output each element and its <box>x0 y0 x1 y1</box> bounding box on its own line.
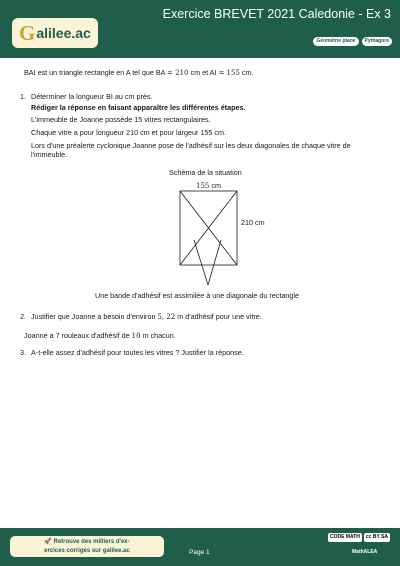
promo-box[interactable] <box>10 536 164 557</box>
pointer-arrow-left <box>194 240 208 285</box>
figure-height-label: 210 cm <box>241 218 265 227</box>
figure-caption: Une bande d'adhésif est assimilée à une diagonale du rectangle <box>95 291 299 300</box>
rolls-value: 10 <box>131 332 141 340</box>
q1-number: 1. <box>20 92 26 101</box>
logo-text: alilee.ac <box>36 25 91 41</box>
q2-text <box>31 312 262 322</box>
q2-number: 2. <box>20 312 26 321</box>
license-badges <box>328 533 390 542</box>
q1-text: Déterminer la longueur BI au cm près. <box>31 92 153 101</box>
rolls-before: Joanne a 7 rouleaux d'adhésif de <box>24 331 132 340</box>
logo-mark: G <box>19 20 36 45</box>
intro-after: cm. <box>239 68 254 77</box>
q3-text: A-t-elle assez d'adhésif pour toutes les vitres ? Justifier la réponse. <box>31 348 244 357</box>
rolls-statement <box>24 331 176 341</box>
coopmaths-badge: CODE MATH <box>330 534 360 540</box>
rolls-after: m chacun. <box>140 331 176 340</box>
mathalea-brand: MathALEA <box>352 549 378 555</box>
q1-instruction: Rédiger la réponse en faisant apparaître les différentes étapes. <box>31 103 246 112</box>
intro-ba: = 210 <box>167 69 189 77</box>
intro-before: BAI est un triangle rectangle en A tel que BA <box>24 68 168 77</box>
figure-title: Schéma de la situation <box>169 168 242 177</box>
cc-license-icon: cc BY SA <box>365 534 389 540</box>
promo-line1: 🚀 Retrouve des milliers d'ex- <box>44 539 130 545</box>
q1-line1: L'immeuble de Joanne possède 15 vitres rectangulaires. <box>31 115 211 124</box>
q1-line3a: Lors d'une préalerte cyclonique Joanne pose de l'adhésif sur les deux diagonales de chaque vitre de <box>31 141 351 150</box>
q2-value: 5, 22 <box>157 313 176 321</box>
q1-line3b: l'immeuble. <box>31 150 68 159</box>
q1-line2: Chaque vitre a pour longueur 210 cm et pour largeur 155 cm. <box>31 128 226 137</box>
q2-after: m d'adhésif pour une vitre. <box>175 312 262 321</box>
pointer-arrow-right <box>208 240 221 285</box>
q3-number: 3. <box>20 348 26 357</box>
tag-geometrie[interactable]: Géométrie plane <box>313 37 358 46</box>
promo-line2: ercices corrigés sur galilee.ac <box>44 548 130 554</box>
tag-pythagore[interactable]: Pythagore <box>362 37 392 46</box>
page-number: Page 1 <box>189 549 210 556</box>
intro-middle: cm et AI <box>188 68 219 77</box>
intro-ai: = 155 <box>218 69 240 77</box>
figure-width-unit: cm <box>211 181 221 190</box>
exercise-title: Exercice BREVET 2021 Caledonie - Ex 3 <box>162 7 391 21</box>
figure-width-value: 155 <box>196 182 210 190</box>
q2-before: Justifier que Joanne a besoin d'environ <box>31 312 158 321</box>
